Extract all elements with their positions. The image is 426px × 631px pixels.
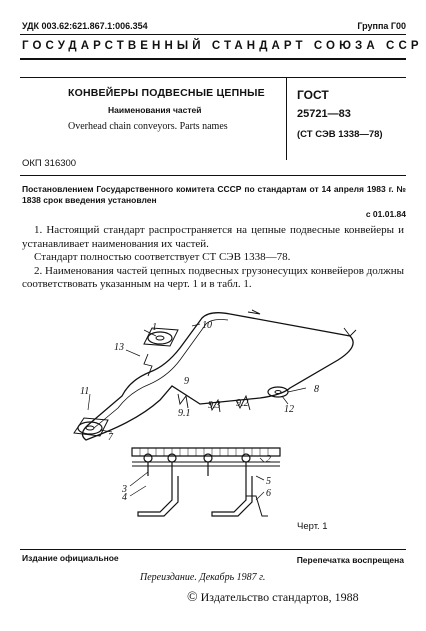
st-sev-ref: (СТ СЭВ 1338—78) xyxy=(297,129,383,140)
label-11: 11 xyxy=(80,386,90,397)
okp-rule xyxy=(20,175,406,176)
official-edition: Издание официальное xyxy=(22,553,119,563)
gost-label: ГОСТ xyxy=(297,88,329,102)
org-banner: ГОСУДАРСТВЕННЫЙ СТАНДАРТ СОЮЗА ССР xyxy=(22,40,423,52)
copyright-text: Издательство стандартов, 1988 xyxy=(200,590,359,604)
label-9-2: 9.2 xyxy=(236,398,249,409)
title-en: Overhead chain conveyors. Parts names xyxy=(68,121,228,132)
udk-code: УДК 003.62:621.867.1:006.354 xyxy=(22,21,148,31)
body-text xyxy=(22,224,404,292)
conveyor-drawing xyxy=(60,300,380,525)
gost-number: 25721—83 xyxy=(297,108,351,120)
title-ru: КОНВЕЙЕРЫ ПОДВЕСНЫЕ ЦЕПНЫЕ xyxy=(68,87,265,99)
subtitle-ru: Наименования частей xyxy=(108,105,202,115)
figure-caption: Черт. 1 xyxy=(297,521,328,532)
effective-date: с 01.01.84 xyxy=(365,209,406,219)
paragraph-2: 2. Наименования частей цепных подвесных грузонесущих конвейеров должны соответствовать указанным на черт. 1 и в табл. 1. xyxy=(22,264,404,290)
label-3: 3 xyxy=(122,484,127,495)
paragraph-1b: Стандарт полностью соответствует СТ СЭВ 1338—78. xyxy=(34,251,291,263)
conveyor-track xyxy=(82,313,353,440)
label-10: 10 xyxy=(202,320,212,331)
label-9: 9 xyxy=(184,376,189,387)
footer-rule xyxy=(20,549,406,550)
copyright xyxy=(187,590,359,606)
copyright-icon: © xyxy=(187,590,198,605)
label-9-3: 9.3 xyxy=(208,400,221,411)
decree-text: Постановлением Государственного комитета СССР по стандартам от 14 апреля 1983 г. № 1838 срок введения установлен xyxy=(22,184,406,205)
reprint-prohibited: Перепечатка воспрещена xyxy=(296,555,404,565)
label-4: 4 xyxy=(122,492,127,503)
top-rule xyxy=(20,34,406,35)
label-9-1: 9.1 xyxy=(178,408,191,419)
label-2: 2 xyxy=(266,454,271,465)
label-8: 8 xyxy=(314,384,319,395)
group-code: Группа Г00 xyxy=(357,21,406,31)
banner-rule xyxy=(20,58,406,60)
title-block-top-rule xyxy=(20,77,406,78)
reprint-note: Переиздание. Декабрь 1987 г. xyxy=(140,572,266,583)
label-1: 1 xyxy=(152,322,157,333)
label-5: 5 xyxy=(266,476,271,487)
title-block-divider xyxy=(286,78,287,160)
okp-code: ОКП 316300 xyxy=(22,158,77,169)
label-13: 13 xyxy=(114,342,124,353)
label-6: 6 xyxy=(266,488,271,499)
label-7: 7 xyxy=(108,432,113,443)
label-12: 12 xyxy=(284,404,294,415)
paragraph-1: 1. Настоящий стандарт распространяется на цепные подвесные конвейеры и устанавливает наименования их частей. xyxy=(22,224,404,250)
